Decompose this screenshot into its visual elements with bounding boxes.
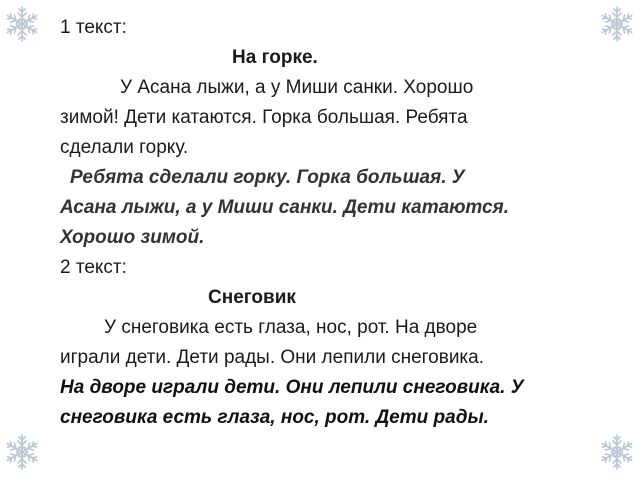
text2-paragraph-line: У снеговика есть глаза, нос, рот. На дворе	[104, 317, 478, 338]
text1-title: На горке.	[232, 47, 318, 68]
text2-paragraph-line: играли дети. Дети рады. Они лепили снеговика.	[60, 347, 485, 368]
text2-rearranged-line: снеговика есть глаза, нос, рот. Дети рады.	[60, 407, 489, 428]
text1-rearranged-line: Асана лыжи, а у Миши санки. Дети катаются.	[60, 197, 510, 218]
text1-rearranged-line: Хорошо зимой.	[60, 227, 205, 248]
text1-heading: 1 текст:	[60, 17, 127, 38]
text1-rearranged-line: Ребята сделали горку. Горка большая. У	[70, 167, 465, 188]
text1-paragraph-line: сделали горку.	[60, 137, 189, 158]
text2-title: Снеговик	[208, 287, 296, 308]
snowflake-icon	[597, 432, 637, 472]
snowflake-icon	[597, 4, 637, 44]
snowflake-icon	[2, 4, 42, 44]
text1-paragraph-line: У Асана лыжи, а у Миши санки. Хорошо	[120, 77, 474, 98]
text2-heading: 2 текст:	[60, 257, 127, 278]
text1-paragraph-line: зимой! Дети катаются. Горка большая. Ребята	[60, 107, 468, 128]
snowflake-icon	[2, 432, 42, 472]
text2-rearranged-line: На дворе играли дети. Они лепили снеговика. У	[60, 377, 524, 398]
